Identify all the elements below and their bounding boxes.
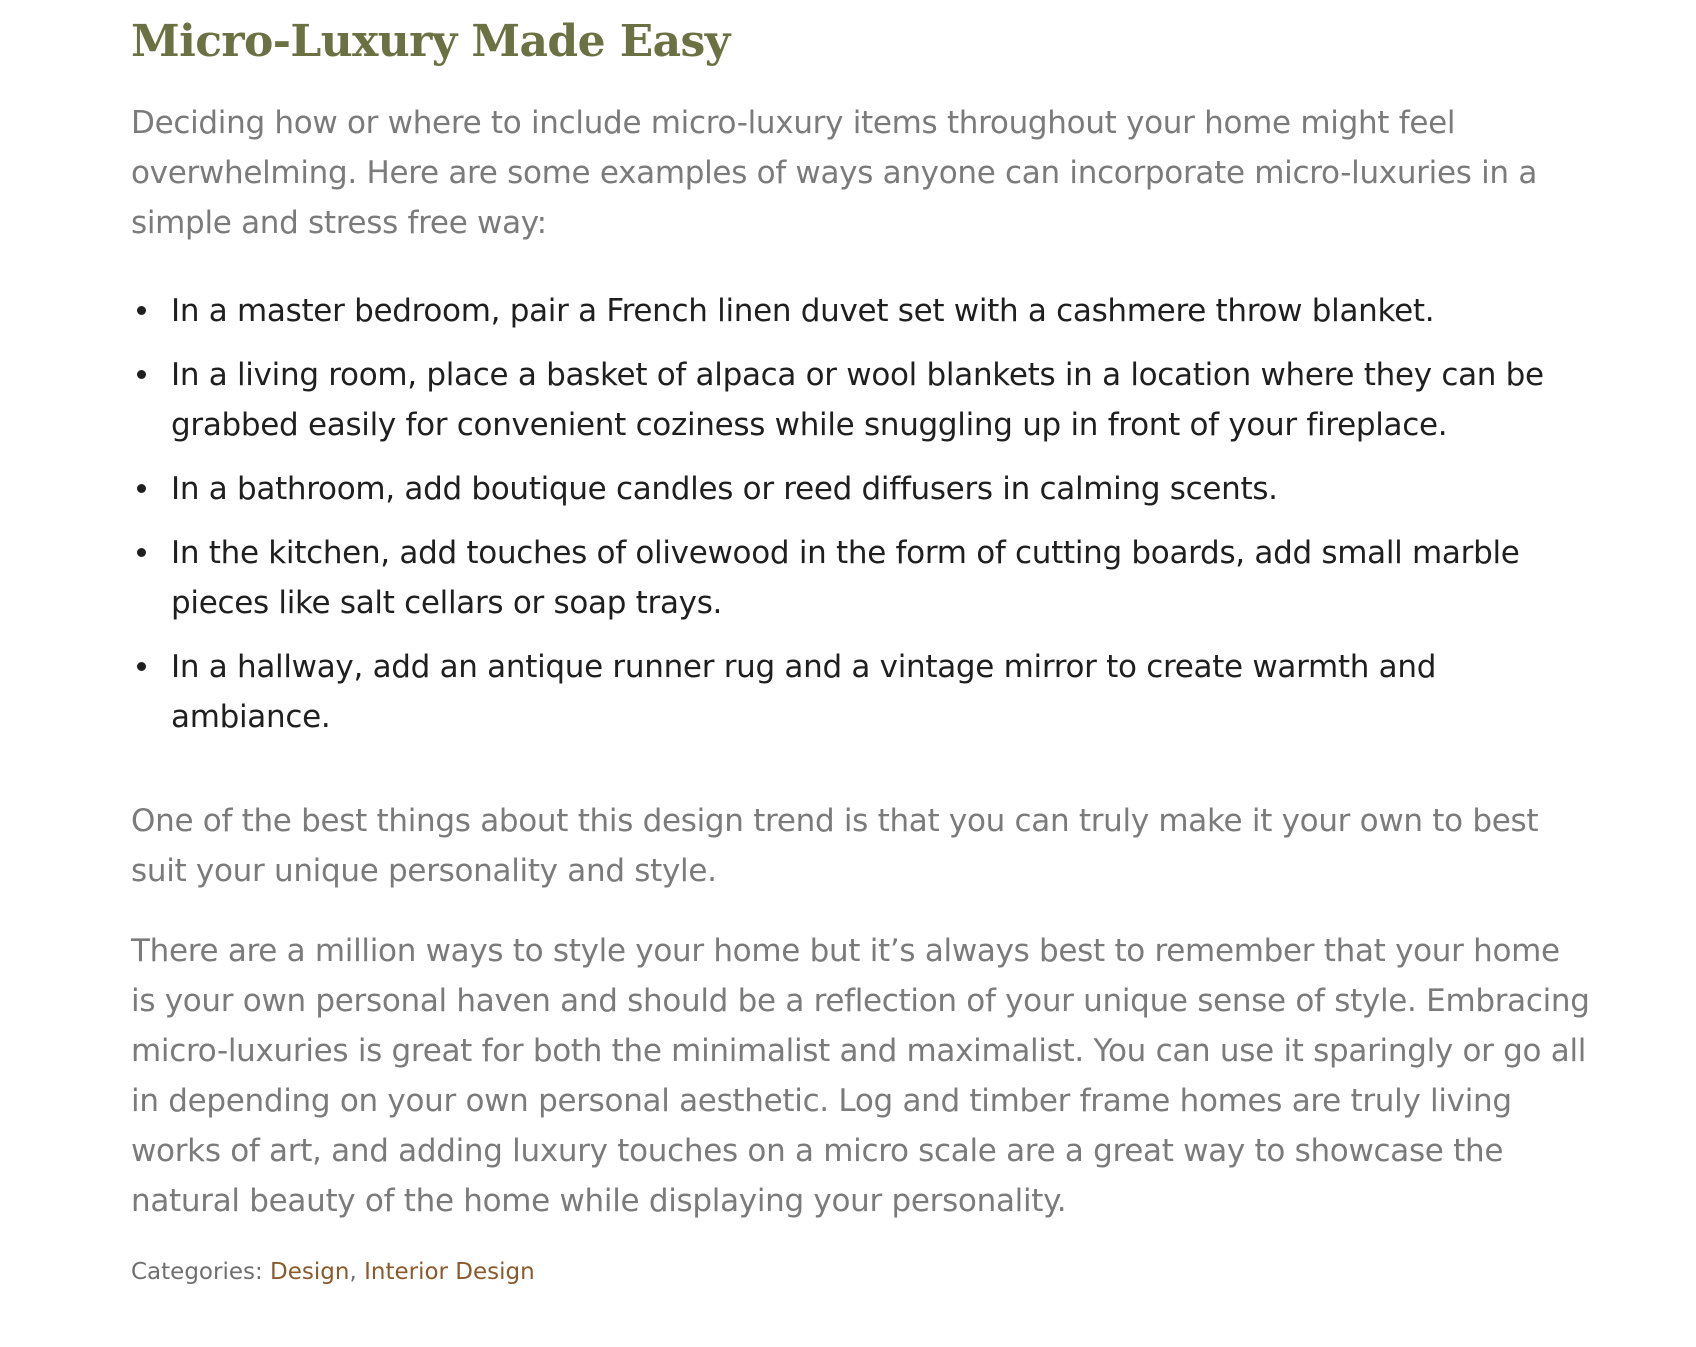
list-item [131, 642, 1591, 742]
bullet-icon [137, 548, 146, 557]
category-link-interior-design[interactable]: Interior Design [364, 1259, 535, 1285]
body-paragraph-2: One of the best things about this design trend is that you can truly make it your own to best suit your unique personality and style. [131, 803, 1539, 889]
list-item-text: In a living room, place a basket of alpaca or wool blankets in a location where they can be grabbed easily for convenient coziness while snuggling up in front of your fireplace. [171, 357, 1544, 443]
list-item [131, 286, 1591, 336]
categories-label: Categories: [131, 1259, 263, 1285]
list-item-text: In the kitchen, add touches of olivewood in the form of cutting boards, add small marble pieces like salt cellars or soap trays. [171, 535, 1520, 621]
intro-paragraph: Deciding how or where to include micro-luxury items throughout your home might feel overwhelming. Here are some examples of ways anyone can incorporate micro-luxuries in a simple and stress free way: [131, 105, 1538, 241]
category-link-design[interactable]: Design [270, 1259, 350, 1285]
article [131, 0, 1591, 1288]
body-paragraph-3: There are a million ways to style your home but it’s always best to remember that your home is your own personal haven and should be a reflection of your unique sense of style. Embracing micro-luxuries is great for both the minimalist and maximalist. You can use it sparingly or go all in depending on your own personal aesthetic. Log and timber frame homes are truly living works of art, and adding luxury touches on a micro scale are a great way to showcase the natural beauty of the home while displaying your personality. [131, 933, 1590, 1219]
list-item-text: In a master bedroom, pair a French linen duvet set with a cashmere throw blanket. [171, 293, 1435, 329]
bullet-icon [137, 662, 146, 671]
list-item [131, 350, 1591, 450]
category-separator: , [349, 1259, 357, 1285]
bullet-icon [137, 484, 146, 493]
bullet-icon [137, 306, 146, 315]
tips-list [131, 286, 1591, 742]
list-item [131, 464, 1591, 514]
bullet-icon [137, 370, 146, 379]
list-item-text: In a bathroom, add boutique candles or reed diffusers in calming scents. [171, 471, 1278, 507]
article-heading: Micro-Luxury Made Easy [131, 16, 730, 67]
post-categories [131, 1256, 1591, 1288]
list-item [131, 528, 1591, 628]
list-item-text: In a hallway, add an antique runner rug and a vintage mirror to create warmth and ambiance. [171, 649, 1437, 735]
